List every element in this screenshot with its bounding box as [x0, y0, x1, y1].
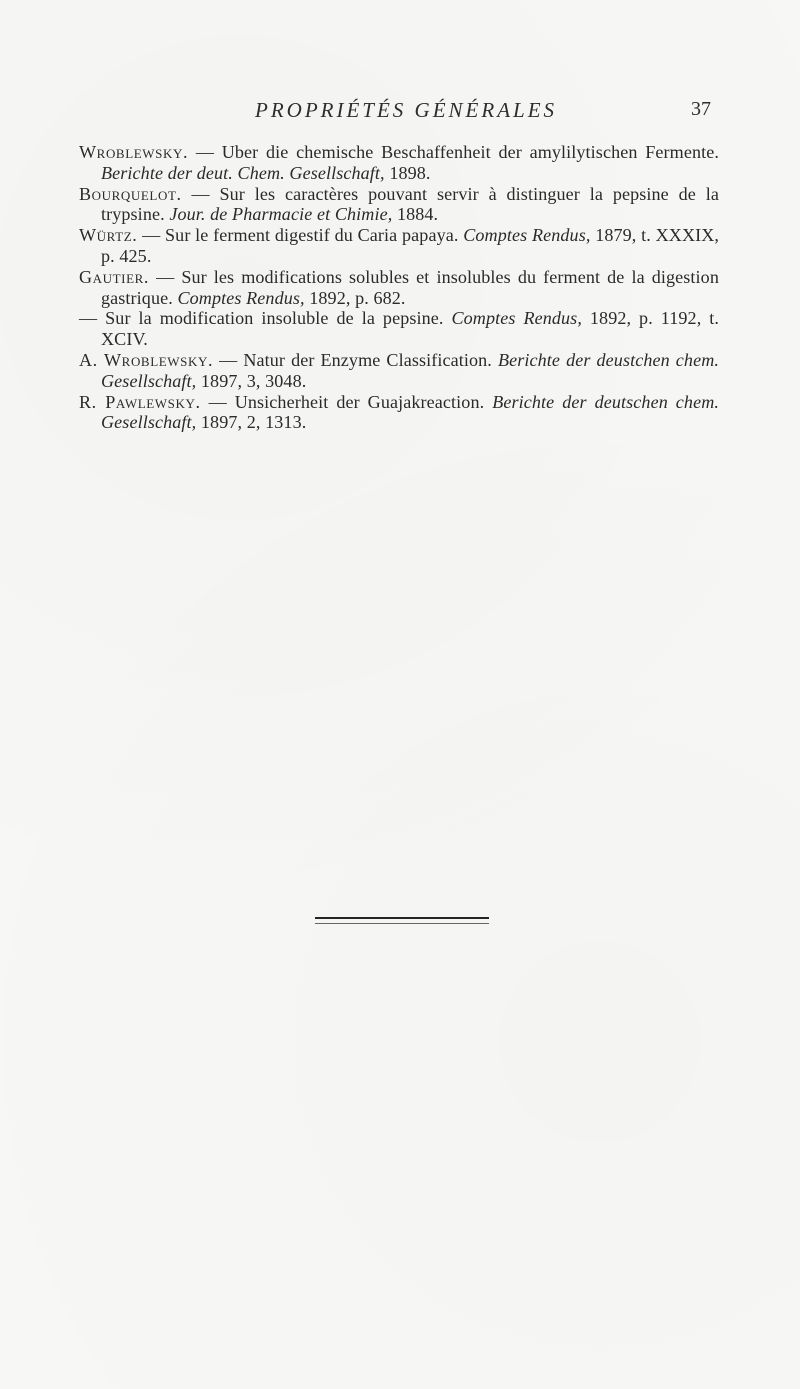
bibliography-entry [79, 184, 719, 226]
bibliography-entry [79, 308, 719, 350]
bibliography-entry [79, 225, 719, 267]
entry-separator: — [181, 183, 220, 204]
entry-separator: — [149, 266, 182, 287]
entry-journal: Comptes Rendus, [463, 225, 591, 246]
entry-journal: Jour. de Pharmacie et Chimie, [169, 204, 393, 225]
entry-journal: Comptes Rendus, [451, 308, 582, 329]
entry-title: Sur la modification insoluble de la pepsine. [105, 308, 444, 329]
entry-author: Würtz. [79, 225, 138, 246]
entry-author: A. Wroblewsky. [79, 349, 214, 370]
entry-details: 1892, p. 1192, t. XCIV. [101, 308, 720, 350]
section-divider-secondary [315, 923, 489, 924]
entry-details: 1897, 2, 1313. [200, 412, 307, 433]
entry-separator: — [213, 349, 244, 370]
entry-details: 1897, 3, 3048. [200, 370, 307, 391]
entry-separator: — [137, 225, 166, 246]
page-header [0, 98, 800, 138]
entry-journal: Berichte der deutschen chem. Gesellschaft, [101, 391, 720, 433]
bibliography-entry [79, 142, 719, 184]
entry-journal: Comptes Rendus, [177, 287, 305, 308]
entry-separator: — [200, 391, 235, 412]
entry-details: 1884. [396, 204, 439, 225]
entry-journal: Berichte der deustchen chem. Gesellschaft, [101, 349, 720, 391]
entry-separator: — [79, 308, 106, 329]
entry-author: Wroblewsky. [79, 142, 189, 162]
bibliography-entry [79, 350, 719, 392]
entry-author: R. Pawlewsky. [79, 391, 201, 412]
bibliography-entry [79, 267, 719, 309]
entry-details: 1898. [389, 162, 431, 183]
entry-title: Natur der Enzyme Classification. [243, 349, 492, 370]
entry-title: Sur les caractères pouvant servir à distinguer la pepsine de la trypsine. [101, 183, 719, 225]
running-title: PROPRIÉTÉS GÉNÉRALES [255, 98, 558, 122]
entry-details: 1879, t. XXXIX, p. 425. [101, 225, 720, 266]
entry-title: Sur le ferment digestif du Caria papaya. [165, 225, 459, 246]
entry-separator: — [188, 142, 222, 162]
section-divider [315, 917, 489, 919]
entry-journal: Berichte der deut. Chem. Gesellschaft, [101, 162, 385, 183]
entry-author: Gautier. [79, 266, 150, 287]
bibliography [79, 142, 719, 433]
entry-details: 1892, p. 682. [309, 287, 406, 308]
entry-title: Sur les modifications solubles et insolubles du ferment de la digestion gastrique. [101, 266, 719, 308]
entry-author: Bourquelot. [79, 183, 182, 204]
bibliography-entry [79, 392, 719, 434]
entry-title: Unsicherheit der Guajakreaction. [234, 391, 485, 412]
page-number: 37 [691, 98, 711, 120]
entry-title: Uber die chemische Beschaffenheit der amylilytischen Fermente. [221, 142, 719, 162]
